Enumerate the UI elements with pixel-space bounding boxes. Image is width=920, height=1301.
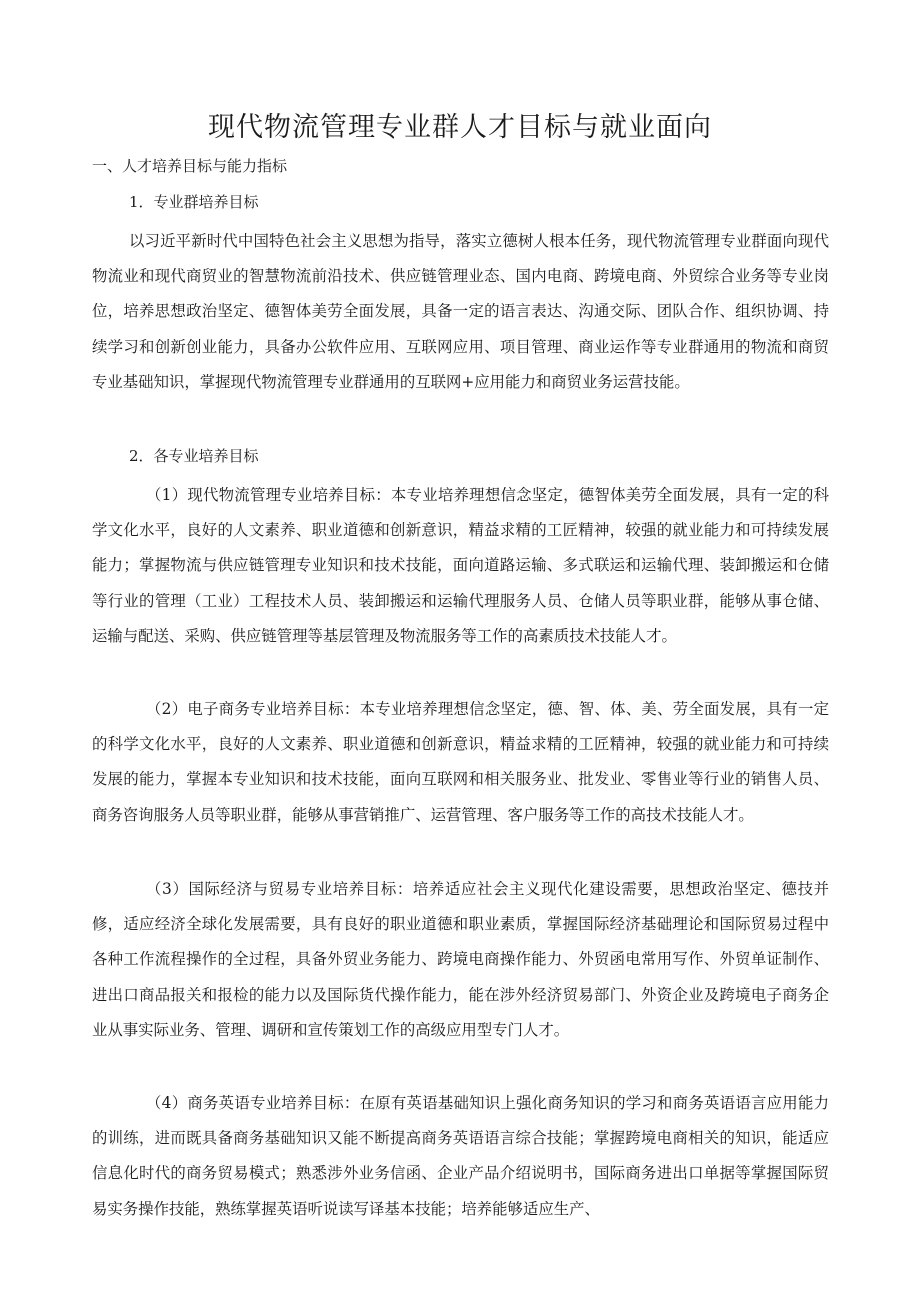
subsection-heading-group-goals: 1．专业群培养目标 — [129, 193, 259, 211]
section-heading-talent-goals: 一、人才培养目标与能力指标 — [92, 157, 288, 175]
document-title: 现代物流管理专业群人才目标与就业面向 — [208, 112, 712, 143]
paragraph-trade-goal: （3）国际经济与贸易专业培养目标：培养适应社会主义现代化建设需要，思想政治坚定、德技并修，适应经济全球化发展需要，具有良好的职业道德和职业素质，掌握国际经济基础理论和国际贸易过程中各种工作流程操作的全过程，具备外贸业务能力、跨境电商操作能力、外贸函电常用写作、外贸单证制作、进出口商品报关和报检的能力以及国际货代操作能力，能在涉外经济贸易部门、外资企业及跨境电子商务企业从事实际业务、管理、调研和宣传策划工作的高级应用型专门人才。 — [92, 880, 829, 1039]
paragraph-logistics-goal: （1）现代物流管理专业培养目标：本专业培养理想信念坚定，德智体美劳全面发展，具有一定的科学文化水平，良好的人文素养、职业道德和创新意识，精益求精的工匠精神，较强的就业能力和可持续发展能力；掌握物流与供应链管理专业知识和技术技能，面向道路运输、多式联运和运输代理、装卸搬运和仓储等行业的管理（工业）工程技术人员、装卸搬运和运输代理服务人员、仓储人员等职业群，能够从事仓储、运输与配送、采购、供应链管理等基层管理及物流服务等工作的高素质技术技能人才。 — [92, 486, 829, 645]
paragraph-group-goals: 以习近平新时代中国特色社会主义思想为指导，落实立德树人根本任务，现代物流管理专业群面向现代物流业和现代商贸业的智慧物流前沿技术、供应链管理业态、国内电商、跨境电商、外贸综合业务等专业岗位，培养思想政治坚定、德智体美劳全面发展，具备一定的语言表达、沟通交际、团队合作、组织协调、持续学习和创新创业能力，具备办公软件应用、互联网应用、项目管理、商业运作等专业群通用的物流和商贸专业基础知识，掌握现代物流管理专业群通用的互联网+应用能力和商贸业务运营技能。 — [92, 232, 829, 391]
paragraph-english-goal: （4）商务英语专业培养目标：在原有英语基础知识上强化商务知识的学习和商务英语语言应用能力的训练，进而既具备商务基础知识又能不断提高商务英语语言综合技能；掌握跨境电商相关的知识，能适应信息化时代的商务贸易模式；熟悉涉外业务信函、企业产品介绍说明书，国际商务进出口单据等掌握国际贸易实务操作技能，熟练掌握英语听说读写译基本技能；培养能够适应生产、 — [92, 1094, 829, 1218]
subsection-heading-major-goals: 2．各专业培养目标 — [129, 447, 259, 465]
paragraph-ecommerce-goal: （2）电子商务专业培养目标：本专业培养理想信念坚定，德、智、体、美、劳全面发展，具有一定的科学文化水平，良好的人文素养、职业道德和创新意识，精益求精的工匠精神，较强的就业能力和可持续发展的能力，掌握本专业知识和技术技能，面向互联网和相关服务业、批发业、零售业等行业的销售人员、商务咨询服务人员等职业群，能够从事营销推广、运营管理、客户服务等工作的高技术技能人才。 — [92, 700, 829, 824]
